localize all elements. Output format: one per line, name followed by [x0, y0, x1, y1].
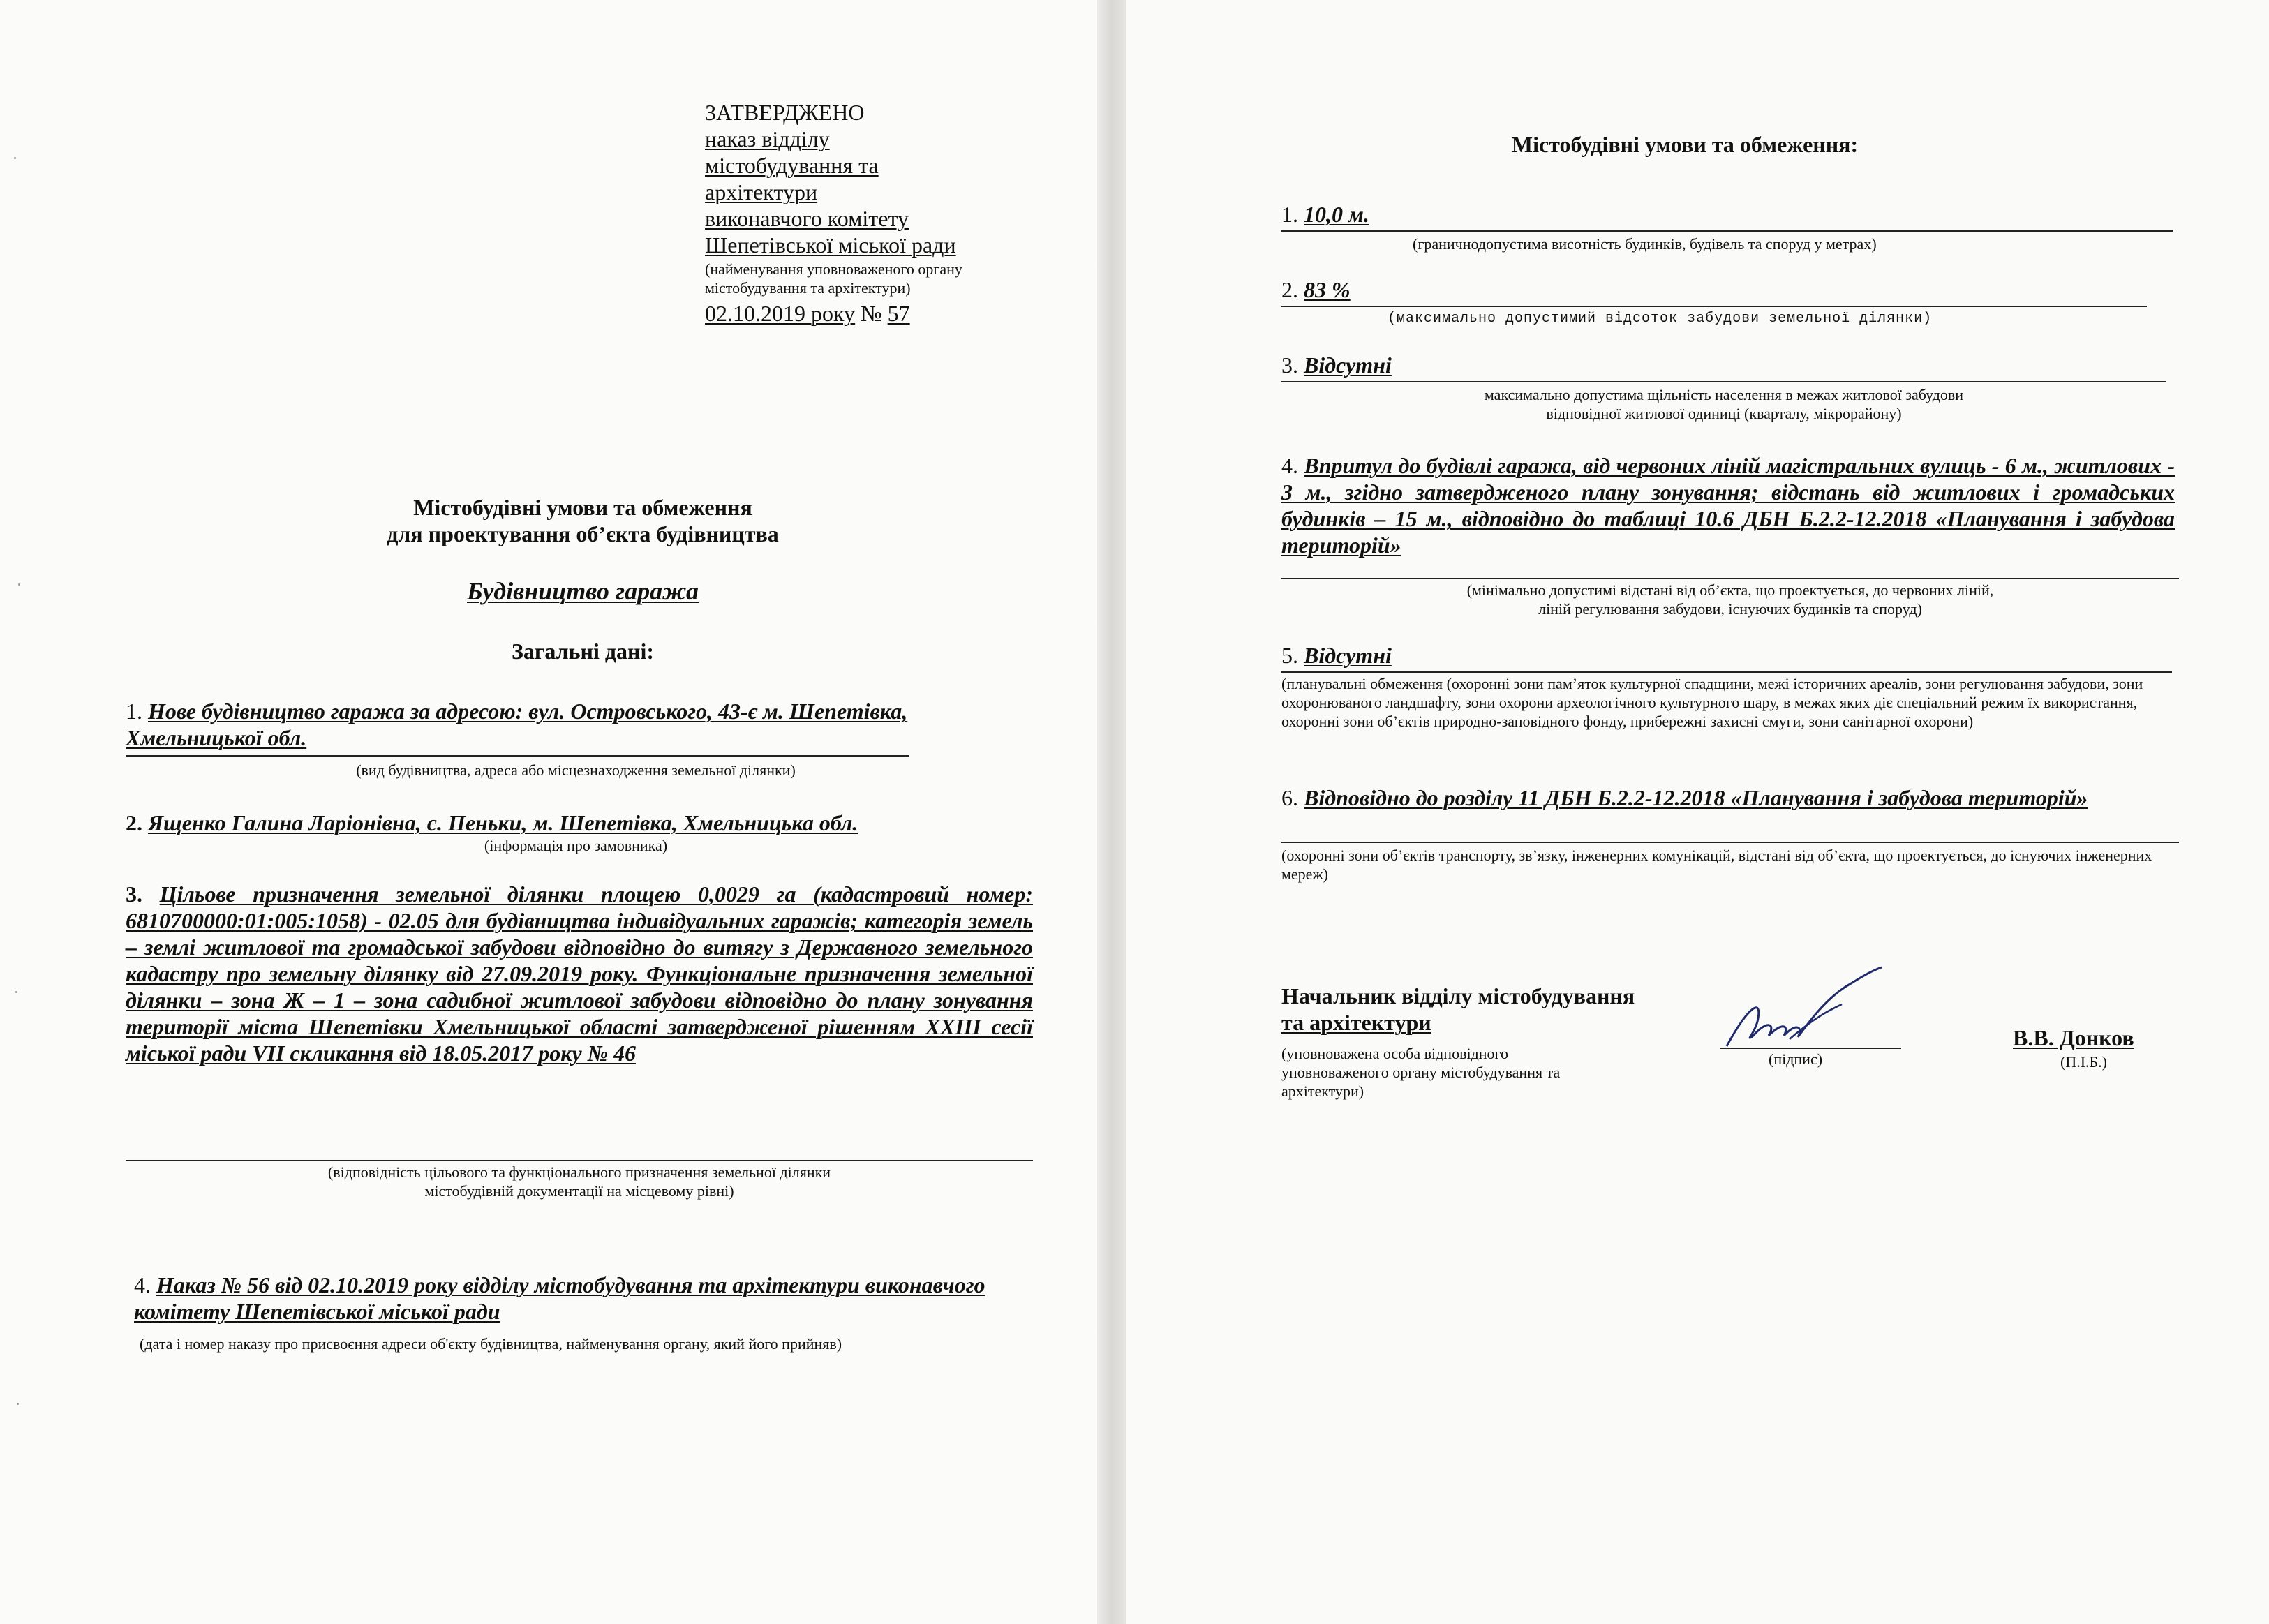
- approval-date-line: [705, 300, 1068, 327]
- scan-speck: [14, 157, 16, 159]
- underline-rule: [126, 1160, 1033, 1161]
- general-item-4: [134, 1272, 1055, 1325]
- condition-6: [1281, 784, 2179, 811]
- condition-3: [1281, 352, 2119, 378]
- signature-stroke: [1727, 967, 1882, 1046]
- signatory-name: В.В. Донков: [2013, 1025, 2134, 1050]
- approval-line: виконавчого комітету: [705, 206, 909, 231]
- condition-4: [1281, 452, 2175, 558]
- condition-caption: (планувальні обмеження (охоронні зони пам’яток культурної спадщини, межі історичних ареалів, зони регулювання забудови, зони охоронюваного ландшафту, зони охорони археологічного культурного шару, в межах яких діє спеціальний режим їх використання, охоронні зони об’єктів природно-заповідного фонду, прибережні захисні смуги, зони санітарної охорони): [1281, 675, 2143, 730]
- approval-number-sign: №: [861, 301, 882, 326]
- title-line: Містобудівні умови та обмеження: [413, 495, 752, 520]
- caption-line: (мінімально допустимі відстані від об’єкта, що проектується, до червоних ліній,: [1466, 581, 1994, 599]
- object-name-wrap: [230, 576, 935, 606]
- caption-line: (відповідність цільового та функціонального призначення земельної ділянки: [327, 1163, 831, 1181]
- item-number: 1.: [126, 699, 142, 724]
- approval-line: Шепетівської міської ради: [705, 232, 956, 258]
- condition-number: 6.: [1281, 785, 1298, 810]
- general-item-1: [126, 698, 914, 751]
- underline-rule: [1281, 306, 2147, 307]
- condition-caption: (охоронні зони об’єктів транспорту, зв’язку, інженерних комунікацій, відстані від об’єкта, що проектується, до існуючих інженерних мереж): [1281, 847, 2152, 883]
- conditions-heading: Містобудівні умови та обмеження:: [1511, 132, 1859, 157]
- item-caption: (дата і номер наказу про присвоєння адреси об'єкту будівництва, найменування органу, який його прийняв): [140, 1335, 842, 1353]
- scan-speck: [15, 991, 17, 993]
- condition-value: Відсутні: [1304, 643, 1392, 668]
- title-line: для проектування об’єкта будівництва: [387, 521, 779, 546]
- caption-line: відповідної житлової одиниці (кварталу, мікрорайону): [1546, 405, 1902, 422]
- approval-line: містобудування та: [705, 153, 879, 178]
- item-value: Цільове призначення земельної ділянки площею 0,0029 га (кадастровий номер: 6810700000:01:005:1058) - 02.05 для будівництва індивідуальних гаражів; категорія земель – землі житлової та громадської забудови відповідно до витягу з Державного земельного кадастру про земельну ділянку від 27.09.2019 року. Функціональне призначення земельної ділянки – зона Ж – 1 – зона садибної житлової забудови відповідно до плану зонування території міста Шепетівки Хмельницької області затвердженої рішенням XXIII сесії міської ради VII скликання від 18.05.2017 року № 46: [126, 881, 1034, 1066]
- general-item-3: [126, 881, 1033, 1066]
- handwritten-signature: [1720, 966, 1901, 1057]
- scan-speck: [17, 1403, 19, 1405]
- underline-rule: [1281, 842, 2179, 843]
- condition-caption: [1281, 385, 2166, 423]
- approval-line: архітектури: [705, 179, 818, 204]
- approval-note: (найменування уповноваженого органу містобудування та архітектури): [705, 260, 962, 297]
- item-number: 4.: [134, 1272, 151, 1297]
- condition-value: 10,0 м.: [1304, 202, 1369, 227]
- condition-2: [1281, 276, 2119, 303]
- right-page: [1126, 0, 2269, 1624]
- caption-line: ліній регулювання забудови, існуючих будинків та споруд): [1538, 600, 1922, 618]
- item-number: 2.: [126, 810, 142, 835]
- condition-value: Відсутні: [1304, 352, 1392, 378]
- signature-stroke: [1790, 1004, 1842, 1039]
- item-caption: (вид будівництва, адреса або місцезнаходження земельної ділянки): [356, 761, 796, 779]
- underline-rule: [1281, 671, 2172, 673]
- condition-number: 3.: [1281, 352, 1298, 378]
- condition-number: 2.: [1281, 277, 1298, 302]
- caption-line: містобудівній документації на місцевому рівні): [424, 1182, 734, 1200]
- condition-caption: (максимально допустимий відсоток забудови земельної ділянки): [1388, 311, 1933, 327]
- approval-stamp: ЗАТВЕРДЖЕНО: [705, 100, 865, 125]
- underline-rule: [1281, 230, 2173, 232]
- object-name: Будівництво гаража: [467, 577, 699, 605]
- signatory-position: [1281, 983, 1770, 1036]
- underline-rule: [1281, 381, 2166, 382]
- condition-1: [1281, 201, 2119, 228]
- item-value: Наказ № 56 від 02.10.2019 року відділу містобудування та архітектури виконавчого комітету Шепетівської міської ради: [134, 1272, 985, 1324]
- item-caption: (інформація про замовника): [484, 837, 668, 854]
- item-value: Нове будівництво гаража за адресою: вул. Островського, 43-є м. Шепетівка, Хмельницької обл.: [126, 699, 908, 750]
- approval-date: 02.10.2019 року: [705, 301, 856, 326]
- item-caption: [126, 1163, 1033, 1200]
- caption-line: максимально допустима щільність населення в межах житлової забудови: [1484, 386, 1964, 403]
- condition-number: 5.: [1281, 643, 1298, 668]
- underline-rule: [126, 755, 909, 757]
- approval-block: [705, 99, 1068, 327]
- condition-caption: [1281, 581, 2179, 618]
- document-title: [230, 494, 935, 547]
- condition-caption: (граничнодопустима висотність будинків, будівель та споруд у метрах): [1413, 235, 1877, 253]
- underline-rule: [1281, 578, 2179, 579]
- name-caption: (П.І.Б.): [2060, 1053, 2107, 1071]
- position-caption: (уповноважена особа відповідного уповноваженого органу містобудування та архітектури): [1281, 1045, 1561, 1100]
- position-line: та архітектури: [1281, 1010, 1431, 1035]
- condition-number: 4.: [1281, 453, 1298, 478]
- item-value: Ященко Галина Ларіонівна, с. Пеньки, м. Шепетівка, Хмельницька обл.: [148, 810, 858, 835]
- general-heading: Загальні дані:: [511, 639, 655, 664]
- page-gutter: [1097, 0, 1126, 1624]
- approval-line: наказ відділу: [705, 126, 830, 151]
- condition-number: 1.: [1281, 202, 1298, 227]
- general-item-2: [126, 810, 1054, 836]
- condition-value: Відповідно до розділу 11 ДБН Б.2.2-12.2018 «Планування і забудова територій»: [1304, 785, 2088, 810]
- left-page: [0, 0, 1097, 1624]
- scan-speck: [18, 583, 20, 586]
- position-line: Начальник відділу містобудування: [1281, 983, 1635, 1008]
- condition-5: [1281, 642, 2119, 669]
- condition-value: Впритул до будівлі гаража, від червоних ліній магістральних вулиць - 6 м., житлових - 3 м., згідно затвердженого плану зонування; відстань від житлових і громадських будинків – 15 м., відповідно до таблиці 10.6 ДБН Б.2.2-12.2018 «Планування і забудова територій»: [1281, 453, 2175, 558]
- item-number: 3.: [126, 881, 142, 907]
- signature-caption: (підпис): [1769, 1050, 1823, 1068]
- approval-number: 57: [887, 301, 910, 326]
- condition-value: 83 %: [1304, 277, 1351, 302]
